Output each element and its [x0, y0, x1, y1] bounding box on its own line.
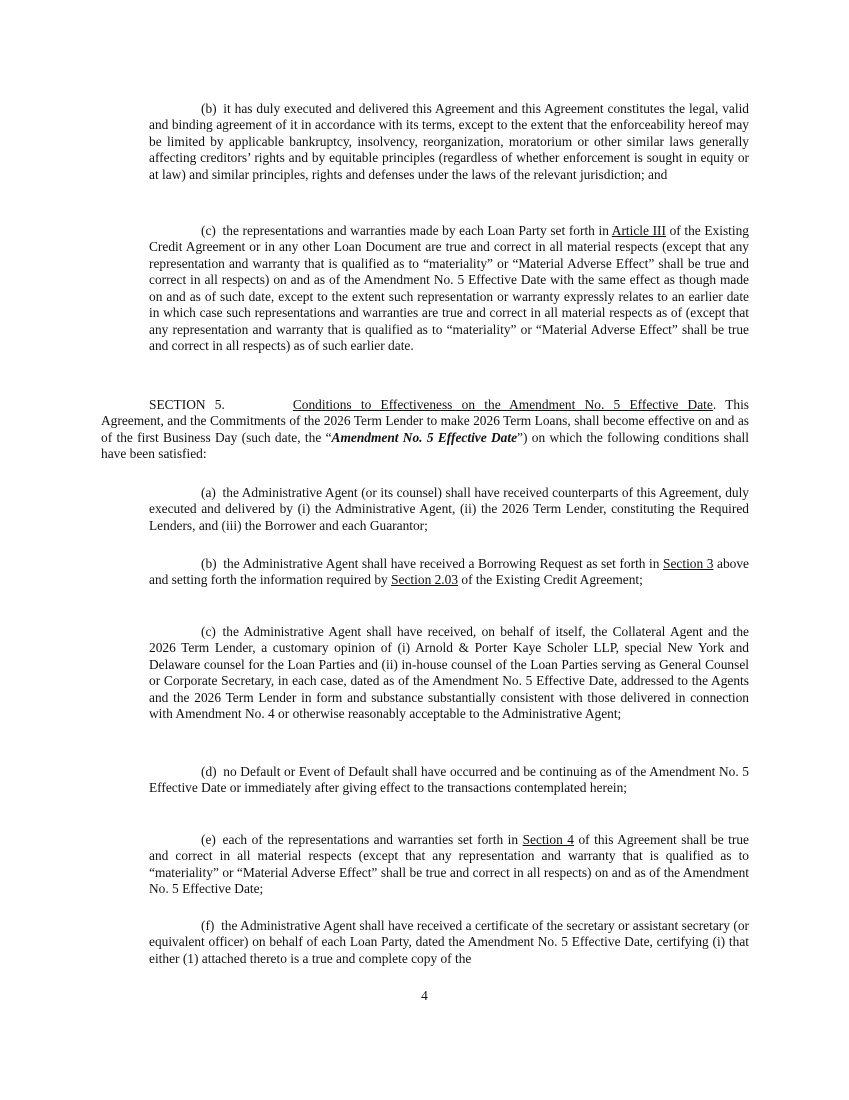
section-5-paragraph [101, 397, 749, 463]
condition-c-opinion [149, 624, 749, 723]
condition-d-no-default [149, 764, 749, 797]
section-body: This Agreement, and the Commitments of the 2026 Term Lender to make 2026 Term Loans, shall become effective on and as of the first Business Day (such date, the “ [101, 397, 749, 445]
paragraph-text: above and setting forth the information required by [149, 556, 749, 588]
paragraph-text: (c) the Administrative Agent shall have received, on behalf of itself, the Collateral Agent and the 2026 Term Lender, a customary opinion of (i) Arnold & Porter Kaye Scholer LLP, special New York and Delaware counsel for the Loan Parties and (ii) in-house counsel of the Loan Parties serving as General Counsel or Corporate Secretary, in each case, dated as of the Amendment No. 5 Effective Date, addressed to the Agents and the 2026 Term Lender in form and substance substantially consistent with those delivered in connection with Amendment No. 4 or otherwise reasonably acceptable to the Administrative Agent; [149, 624, 749, 722]
paragraph-text: (b) it has duly executed and delivered this Agreement and this Agreement constitutes the legal, valid and binding agreement of it in accordance with its terms, except to the extent that the enforceability hereof may be limited by applicable bankruptcy, insolvency, reorganization, moratorium or other similar laws generally affecting creditors’ rights and by equitable principles (regardless of whether enforcement is sought in equity or at law) and similar principles, rights and defenses under the laws of the relevant jurisdiction; and [149, 101, 749, 182]
section-4-reference: Section 4 [522, 832, 574, 847]
section-number: SECTION 5. [149, 397, 225, 412]
condition-e-reps-true [149, 832, 749, 898]
paragraph-text: of this Agreement shall be true and correct in all material respects (except that any representation and warranty that is qualified as to “materiality” or “Material Adverse Effect” shall be true and correct in all respects) on and as of the Amendment No. 5 Effective Date; [149, 832, 749, 897]
paragraph-text: (b) the Administrative Agent shall have received a Borrowing Request as set forth in [201, 556, 664, 571]
page-number: 4 [421, 988, 428, 1003]
defined-term: Amendment No. 5 Effective Date [331, 429, 518, 445]
condition-b-borrowing-request [149, 556, 749, 589]
article-iii-reference: Article III [611, 223, 666, 238]
condition-f-secretary-certificate [149, 918, 749, 967]
paragraph-text: (a) the Administrative Agent (or its counsel) shall have received counterparts of this Agreement, duly executed and delivered by (i) the Administrative Agent, (ii) the 2026 Term Lender, constituting the Required Lenders, and (iii) the Borrower and each Guarantor; [149, 485, 749, 533]
paragraph-text: (e) each of the representations and warranties set forth in [201, 832, 523, 847]
paragraph-text: (f) the Administrative Agent shall have received a certificate of the secretary or assistant secretary (or equivalent officer) on behalf of each Loan Party, dated the Amendment No. 5 Effective Date, certifying (i) that either (1) attached thereto is a true and complete copy of the [149, 918, 749, 966]
paragraph-text: (d) no Default or Event of Default shall have occurred and be continuing as of the Amendment No. 5 Effective Date or immediately after giving effect to the transactions contemplated herein; [149, 764, 749, 796]
section-2-03-reference: Section 2.03 [391, 572, 459, 588]
paragraph-b-duly-executed [149, 101, 749, 183]
section-heading: Conditions to Effectiveness on the Amendment No. 5 Effective Date [292, 397, 713, 412]
paragraph-text: (c) the representations and warranties made by each Loan Party set forth in [201, 223, 612, 238]
paragraph-c-representations [149, 223, 749, 355]
condition-a-counterparts [149, 485, 749, 534]
paragraph-text: of the Existing Credit Agreement or in any other Loan Document are true and correct in all material respects (except that any representation and warranty that is qualified as to “materiality” or “Material Adverse Effect” shall be true and correct in all respects) on and as of the Amendment No. 5 Effective Date with the same effect as though made on and as of such date, except to the extent such representation or warranty expressly relates to an earlier date in which case such representations and warranties are true and correct in all material respects as of (except that any representation and warranty that is qualified as to “materiality” or “Material Adverse Effect” shall be true and correct in all respects) as of such earlier date. [149, 223, 749, 354]
section-3-reference: Section 3 [663, 556, 714, 571]
section-body: ”) on which the following conditions shall have been satisfied: [101, 429, 749, 462]
paragraph-text: of the Existing Credit Agreement; [458, 572, 643, 588]
section-heading-period: . [712, 397, 717, 412]
